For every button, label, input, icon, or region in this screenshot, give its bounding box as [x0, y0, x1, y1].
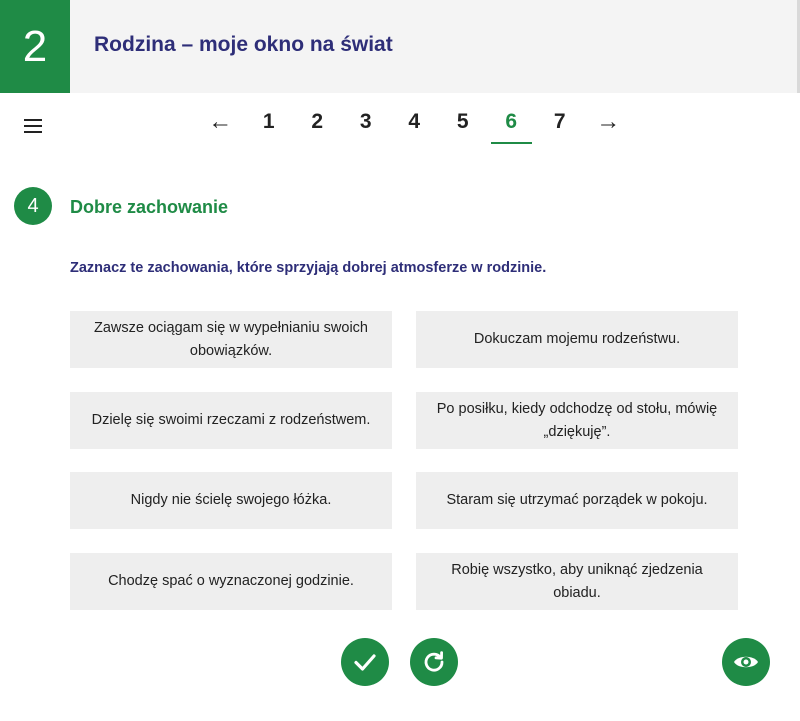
page-link-7[interactable]: 7 [553, 110, 566, 133]
menu-icon-bar [24, 125, 42, 127]
page-navigation [196, 108, 633, 148]
menu-icon-bar [24, 131, 42, 133]
answer-option[interactable]: Nigdy nie ścielę swojego łóżka. [70, 472, 392, 529]
top-bar [0, 0, 800, 93]
page-link-1[interactable]: 1 [262, 110, 275, 133]
page-link-3[interactable]: 3 [359, 110, 372, 133]
page-link-6-current[interactable]: 6 [487, 108, 536, 144]
exercise-instruction: Zaznacz te zachowania, które sprzyjają dobrej atmosferze w rodzinie. [70, 260, 547, 276]
eye-icon [732, 648, 760, 676]
reset-button[interactable] [410, 638, 458, 686]
menu-icon-bar [24, 119, 42, 121]
check-answers-button[interactable] [341, 638, 389, 686]
answer-option[interactable]: Dzielę się swoimi rzeczami z rodzeństwem. [70, 392, 392, 449]
prev-page-button[interactable]: ← [208, 108, 233, 135]
answer-option[interactable]: Po posiłku, kiedy odchodzę od stołu, mówię „dziękuję”. [416, 392, 738, 449]
answer-option[interactable]: Chodzę spać o wyznaczonej godzinie. [70, 553, 392, 610]
show-answers-button[interactable] [722, 638, 770, 686]
page-link-4[interactable]: 4 [408, 110, 421, 133]
page-link-5[interactable]: 5 [456, 110, 469, 133]
answer-option[interactable]: Zawsze ociągam się w wypełnianiu swoich obowiązków. [70, 311, 392, 368]
chapter-number: 2 [0, 0, 70, 93]
menu-icon[interactable] [24, 117, 44, 133]
check-icon [352, 649, 378, 675]
refresh-icon [421, 649, 447, 675]
page-link-2[interactable]: 2 [311, 110, 324, 133]
next-page-button[interactable]: → [596, 108, 621, 135]
exercise-title: Dobre zachowanie [70, 197, 229, 217]
answer-option[interactable]: Robię wszystko, aby uniknąć zjedzenia obiadu. [416, 553, 738, 610]
chapter-title: Rodzina – moje okno na świat [94, 33, 393, 56]
exercise-number-badge: 4 [14, 187, 52, 225]
answer-option[interactable]: Staram się utrzymać porządek w pokoju. [416, 472, 738, 529]
answer-option[interactable]: Dokuczam mojemu rodzeństwu. [416, 311, 738, 368]
